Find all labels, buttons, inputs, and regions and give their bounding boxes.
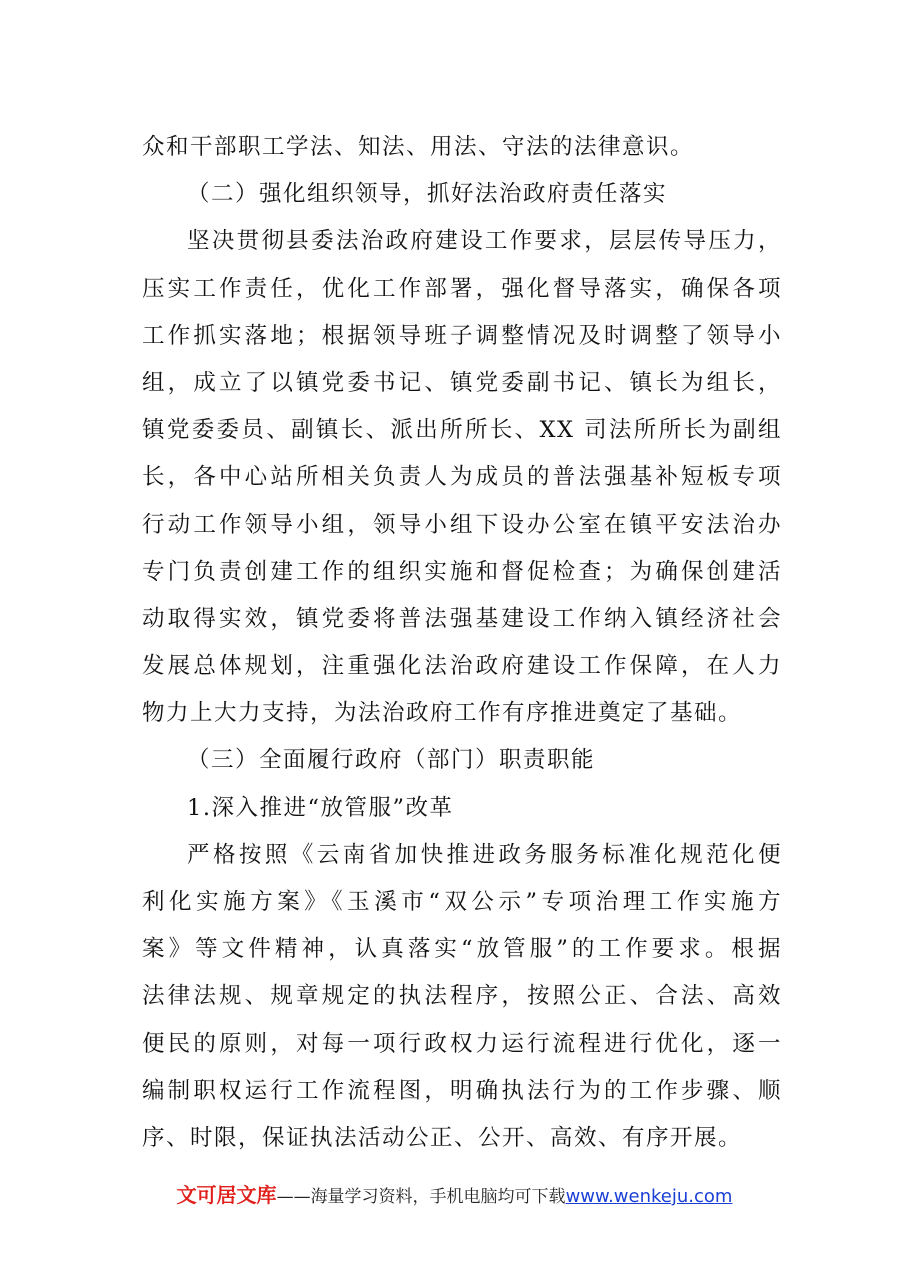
footer-url-link[interactable]: www.wenkeju.com <box>565 1186 733 1207</box>
footer-brand: 文可居文库 <box>176 1183 277 1207</box>
text-line: 1.深入推进“放管服”改革 <box>187 794 454 821</box>
text-line: 便民的原则，对每一项行政权力运行流程进行优化，逐一 <box>142 1030 782 1057</box>
text-line: 长，各中心站所相关负责人为成员的普法强基补短板专项 <box>142 464 782 491</box>
text-line: 案》等文件精神，认真落实“放管服”的工作要求。根据 <box>142 936 782 963</box>
text-line: 组，成立了以镇党委书记、镇党委副书记、镇长为组长， <box>142 369 782 396</box>
text-line: （三）全面履行政府（部门）职责职能 <box>187 747 596 774</box>
footer-slogan: 海量学习资料，手机电脑均可下载 <box>310 1187 566 1207</box>
footer-banner <box>0 1180 909 1212</box>
text-line: 法律法规、规章规定的执法程序，按照公正、合法、高效 <box>142 983 782 1010</box>
text-line: 行动工作领导小组，领导小组下设办公室在镇平安法治办 <box>142 511 782 538</box>
text-line: 物力上大力支持，为法治政府工作有序推进奠定了基础。 <box>142 700 743 727</box>
footer-separator: —— <box>276 1187 311 1207</box>
text-line: 编制职权运行工作流程图，明确执法行为的工作步骤、顺 <box>142 1077 782 1104</box>
text-line: 严格按照《云南省加快推进政务服务标准化规范化便 <box>187 841 782 868</box>
text-line: 众和干部职工学法、知法、用法、守法的法律意识。 <box>142 134 695 160</box>
text-line: 坚决贯彻县委法治政府建设工作要求，层层传导压力， <box>187 228 782 255</box>
text-line: 专门负责创建工作的组织实施和督促检查；为确保创建活 <box>142 558 782 585</box>
text-line: 动取得实效，镇党委将普法强基建设工作纳入镇经济社会 <box>142 605 782 632</box>
text-line: 工作抓实落地；根据领导班子调整情况及时调整了领导小 <box>142 322 782 349</box>
document-body <box>142 124 782 1162</box>
text-line: 镇党委委员、副镇长、派出所所长、XX 司法所所长为副组 <box>142 417 782 444</box>
text-line: 压实工作责任，优化工作部署，强化督导落实，确保各项 <box>142 275 782 302</box>
text-line: （二）强化组织领导，抓好法治政府责任落实 <box>187 181 668 208</box>
text-line: 发展总体规划，注重强化法治政府建设工作保障，在人力 <box>142 653 782 680</box>
text-line: 利化实施方案》《玉溪市“双公示”专项治理工作实施方 <box>142 889 782 915</box>
text-line: 序、时限，保证执法活动公正、公开、高效、有序开展。 <box>142 1124 743 1151</box>
